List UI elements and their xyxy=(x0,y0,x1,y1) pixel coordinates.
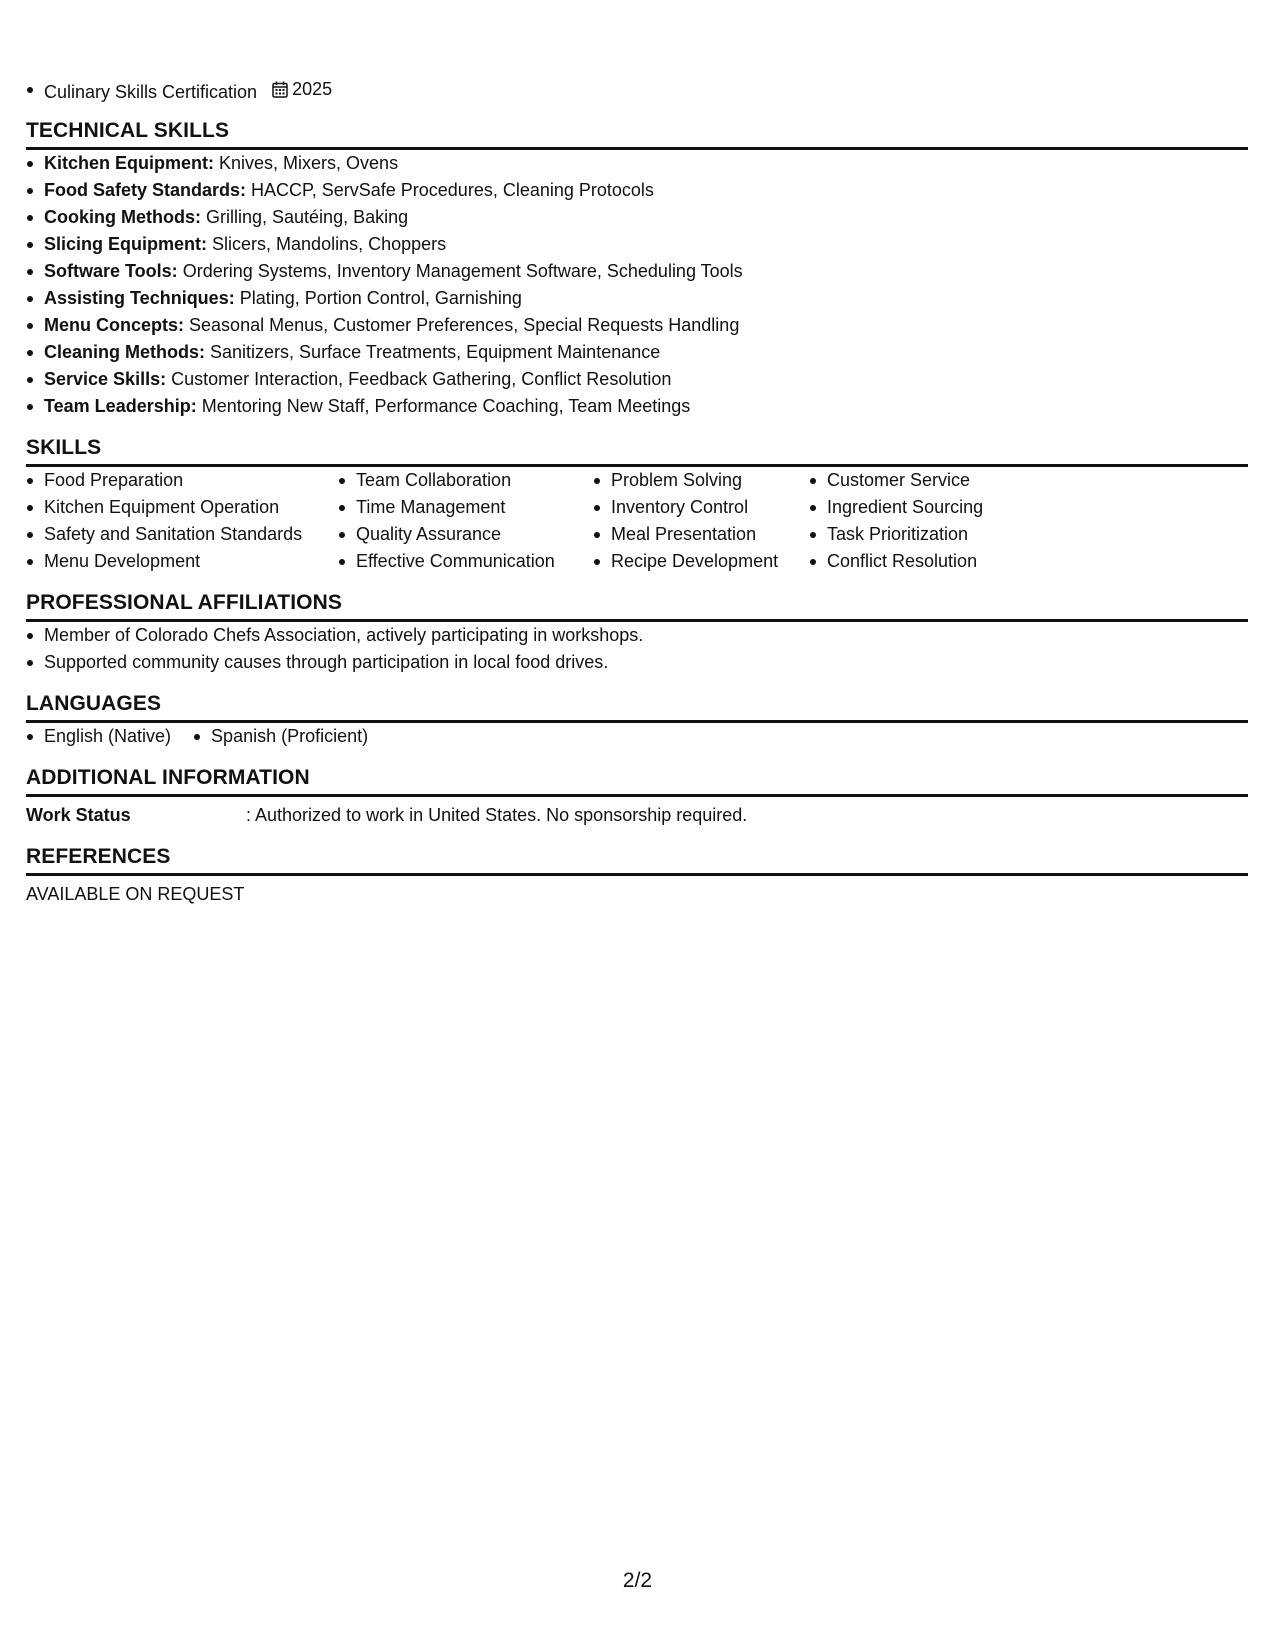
skill-value: Customer Interaction, Feedback Gathering, Conflict Resolution xyxy=(171,369,672,389)
skill-label: Service Skills: xyxy=(44,369,167,389)
skills-section xyxy=(26,435,1248,575)
list-item: Team Collaboration xyxy=(338,467,593,494)
work-status-label: Work Status xyxy=(26,805,131,825)
certification-name: Culinary Skills Certification xyxy=(44,82,258,102)
skill-label: Assisting Techniques: xyxy=(44,288,235,308)
skill-value: Sanitizers, Surface Treatments, Equipment Maintenance xyxy=(210,342,661,362)
skill-label: Cooking Methods: xyxy=(44,207,201,227)
skill-value: HACCP, ServSafe Procedures, Cleaning Protocols xyxy=(251,180,654,200)
list-item: Safety and Sanitation Standards xyxy=(26,521,338,548)
section-title: LANGUAGES xyxy=(26,691,1248,723)
certification-date xyxy=(272,76,332,103)
certification-item xyxy=(26,76,1248,103)
skill-value: Mentoring New Staff, Performance Coaching, Team Meetings xyxy=(201,396,691,416)
list-item: Customer Service xyxy=(809,467,1059,494)
page-number: 2/2 xyxy=(622,1569,653,1592)
skill-label: Kitchen Equipment: xyxy=(44,153,214,173)
section-title: TECHNICAL SKILLS xyxy=(26,118,1248,150)
list-item: Menu Development xyxy=(26,548,338,575)
section-title: REFERENCES xyxy=(26,844,1248,876)
list-item: Member of Colorado Chefs Association, actively participating in workshops. xyxy=(26,622,1248,649)
skill-label: Slicing Equipment: xyxy=(44,234,208,254)
list-item: Ingredient Sourcing xyxy=(809,494,1059,521)
list-item xyxy=(26,393,1248,420)
skill-label: Menu Concepts: xyxy=(44,315,185,335)
list-item xyxy=(26,150,1248,177)
list-item: Spanish (Proficient) xyxy=(193,723,368,750)
languages-list xyxy=(26,723,1248,750)
affiliations-section xyxy=(26,590,1248,676)
list-item: Food Preparation xyxy=(26,467,338,494)
list-item: Recipe Development xyxy=(593,548,809,575)
technical-skills-list xyxy=(26,150,1248,420)
list-item xyxy=(26,366,1248,393)
skill-label: Software Tools: xyxy=(44,261,178,281)
section-title: SKILLS xyxy=(26,435,1248,467)
additional-info-section xyxy=(26,765,1248,829)
skill-label: Food Safety Standards: xyxy=(44,180,247,200)
section-title: PROFESSIONAL AFFILIATIONS xyxy=(26,590,1248,622)
list-item xyxy=(26,258,1248,285)
list-item xyxy=(26,204,1248,231)
list-item xyxy=(26,231,1248,258)
list-item xyxy=(26,177,1248,204)
references-section xyxy=(26,844,1248,908)
list-item: Conflict Resolution xyxy=(809,548,1059,575)
resume-page xyxy=(26,76,1248,908)
languages-section xyxy=(26,691,1248,750)
list-item: Time Management xyxy=(338,494,593,521)
section-title: ADDITIONAL INFORMATION xyxy=(26,765,1248,797)
certification-list xyxy=(26,76,1248,103)
certification-year: 2025 xyxy=(292,79,333,99)
skills-grid xyxy=(26,467,1248,575)
list-item xyxy=(26,285,1248,312)
technical-skills-section xyxy=(26,118,1248,420)
skill-value: Grilling, Sautéing, Baking xyxy=(206,207,409,227)
affiliations-list xyxy=(26,622,1248,676)
list-item: Meal Presentation xyxy=(593,521,809,548)
references-text: AVAILABLE ON REQUEST xyxy=(26,884,245,904)
work-status-row xyxy=(26,802,1248,829)
calendar-icon xyxy=(272,81,288,98)
list-item: Supported community causes through participation in local food drives. xyxy=(26,649,1248,676)
skill-label: Cleaning Methods: xyxy=(44,342,205,362)
list-item: Task Prioritization xyxy=(809,521,1059,548)
skill-value: Seasonal Menus, Customer Preferences, Special Requests Handling xyxy=(189,315,740,335)
list-item: Kitchen Equipment Operation xyxy=(26,494,338,521)
list-item: Problem Solving xyxy=(593,467,809,494)
skill-value: Knives, Mixers, Ovens xyxy=(219,153,399,173)
list-item: Quality Assurance xyxy=(338,521,593,548)
skill-label: Team Leadership: xyxy=(44,396,197,416)
list-item: Inventory Control xyxy=(593,494,809,521)
list-item xyxy=(26,312,1248,339)
skill-value: Ordering Systems, Inventory Management Software, Scheduling Tools xyxy=(182,261,743,281)
skill-value: Slicers, Mandolins, Choppers xyxy=(212,234,447,254)
skill-value: Plating, Portion Control, Garnishing xyxy=(239,288,522,308)
list-item: Effective Communication xyxy=(338,548,593,575)
work-status-value: : Authorized to work in United States. No sponsorship required. xyxy=(246,805,748,825)
list-item xyxy=(26,339,1248,366)
list-item: English (Native) xyxy=(26,723,171,750)
